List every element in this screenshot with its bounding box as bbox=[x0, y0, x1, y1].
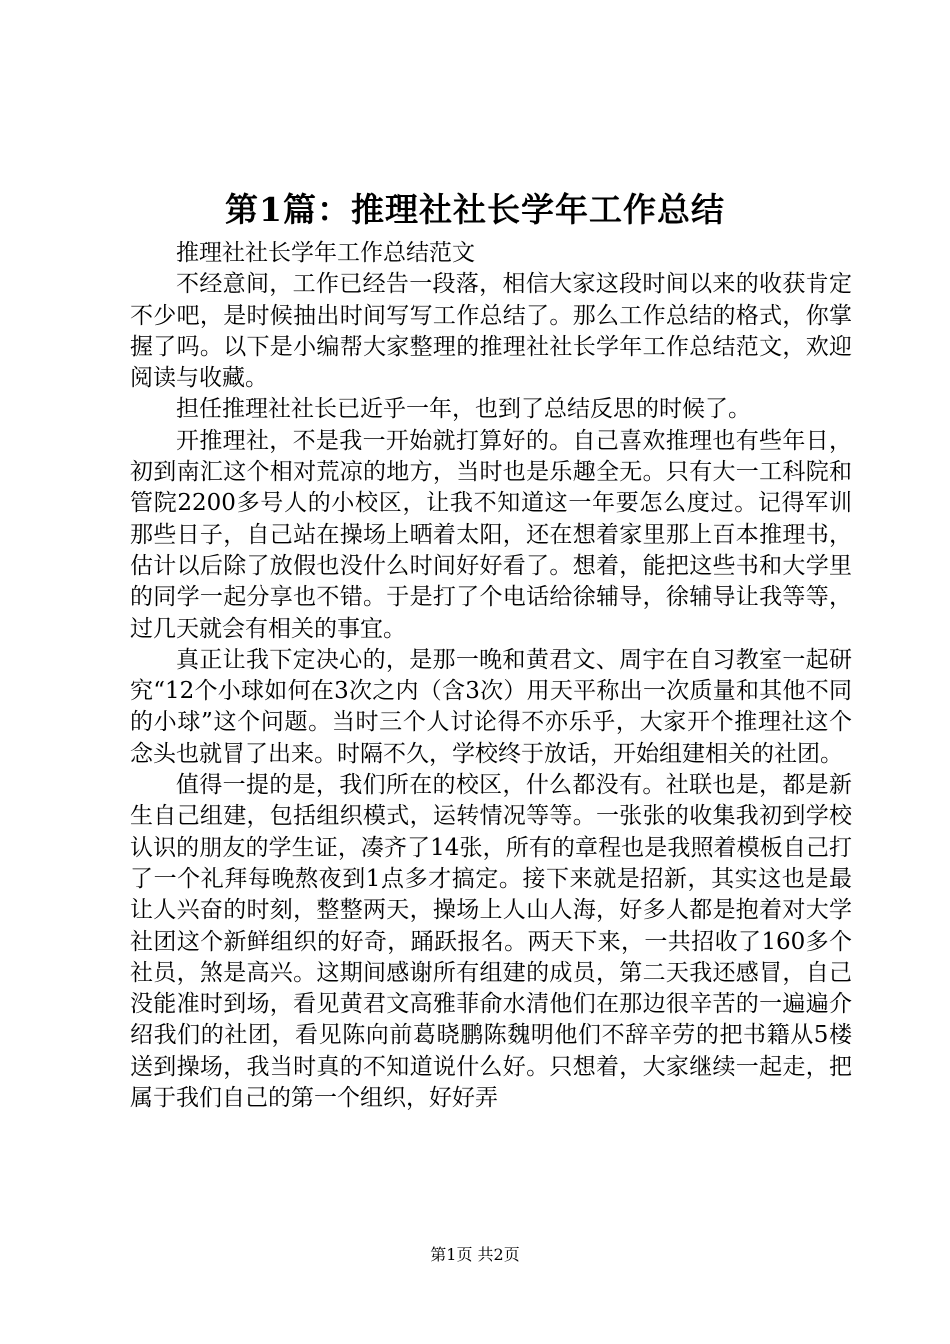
paragraph-subtitle: 推理社社长学年工作总结范文 bbox=[176, 240, 475, 266]
document-body bbox=[130, 238, 852, 1114]
paragraph-founding: 值得一提的是，我们所在的校区，什么都没有。社联也是，都是新生自己组建，包括组织模式，运转情况等等。一张张的收集我初到学校认识的朋友的学生证，凑齐了14张，所有的章程也是我照着模板自己打了一个礼拜每晚熬夜到1点多才搞定。接下来就是招新，其实这也是最让人兴奋的时刻，整整两天，操场上人山人海，好多人都是抱着对大学社团这个新鲜组织的好奇，踊跃报名。两天下来，一共招收了160多个社员，煞是高兴。这期间感谢所有组建的成员，第二天我还感冒，自己没能准时到场，看见黄君文高雅菲俞水清他们在那边很辛苦的一遍遍介绍我们的社团，看见陈向前葛晓鹏陈魏明他们不辞辛劳的把书籍从5楼送到操场，我当时真的不知道说什么好。只想着，大家继续一起走，把属于我们自己的第一个组织，好好弄 bbox=[130, 772, 852, 1112]
paragraph-reflection: 担任推理社社长已近乎一年，也到了总结反思的时候了。 bbox=[176, 396, 751, 423]
paragraph-origin: 开推理社，不是我一开始就打算好的。自己喜欢推理也有些年日，初到南汇这个相对荒凉的地方，当时也是乐趣全无。只有大一工科院和管院2200多号人的小校区，让我不知道这一年要怎么度过。记得军训那些日子，自己站在操场上晒着太阳，还在想着家里那上百本推理书，估计以后除了放假也没什么时间好好看了。想着，能把这些书和大学里的同学一起分享也不错。于是打了个电话给徐辅导，徐辅导让我等等，过几天就会有相关的事宜。 bbox=[130, 427, 852, 642]
document-title: 第1篇：推理社社长学年工作总结 bbox=[225, 190, 725, 229]
paragraph-intro: 不经意间，工作已经告一段落，相信大家这段时间以来的收获肯定不少吧，是时候抽出时间写写工作总结了。那么工作总结的格式，你掌握了吗。以下是小编帮大家整理的推理社社长学年工作总结范文，欢迎阅读与收藏。 bbox=[130, 271, 852, 392]
paragraph-decision: 真正让我下定决心的，是那一晚和黄君文、周宇在自习教室一起研究“12个小球如何在3次之内（含3次）用天平称出一次质量和其他不同的小球”这个问题。当时三个人讨论得不亦乐乎，大家开个推理社这个念头也就冒了出来。时隔不久，学校终于放话，开始组建相关的社团。 bbox=[130, 646, 852, 767]
page-footer: 第1页 共2页 bbox=[430, 1245, 520, 1264]
